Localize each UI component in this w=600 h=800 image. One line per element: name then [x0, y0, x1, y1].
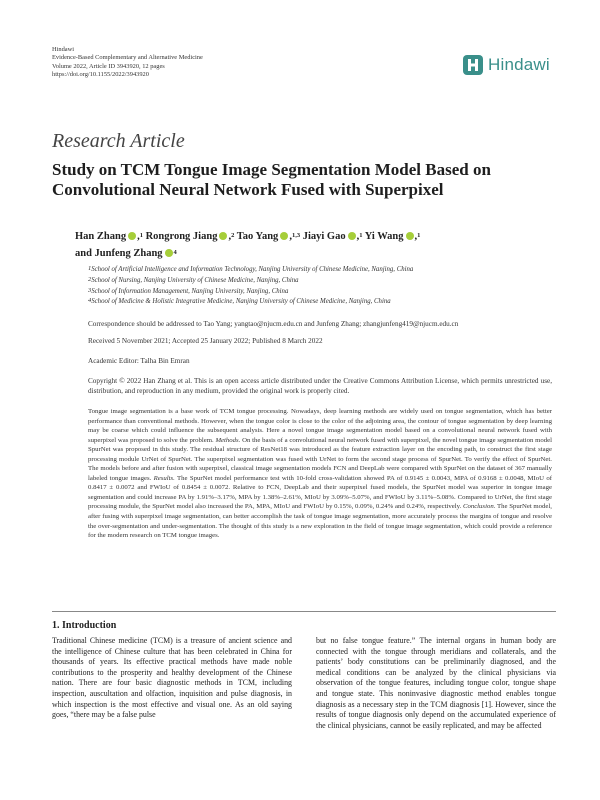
abstract-results-label: Results.: [153, 474, 175, 482]
logo-text: Hindawi: [488, 55, 550, 74]
author-list: [75, 228, 555, 262]
author[interactable]: Rongrong Jiang ,$^2$: [145, 231, 235, 242]
academic-editor: Academic Editor: Talha Bin Emran: [88, 357, 190, 365]
intro-left-column: Traditional Chinese medicine (TCM) is a treasure of ancient science and the intelligence of Chinese culture that has been celebrated in China for thousands of years. Its effective practical methods have made noble contributions to the prosperity and healthy development of the Chinese nation. There are four basic diagnostic methods in TCM, including inspection, auscultation and olfaction, inquisition and pulse diagnosis, in which inspection is the most effective and visual one. As an old saying goes, “there may be a false pulse: [52, 636, 292, 720]
affiliation: 4School of Medicine & Holistic Integrative Medicine, Nanjing University of Chinese Medicine, Nanjing, China: [88, 297, 391, 306]
orcid-icon[interactable]: [128, 232, 136, 240]
copyright-notice: Copyright © 2022 Han Zhang et al. This is an open access article distributed under the Creative Commons Attribution License, which permits unrestricted use, distribution, and reproduction in any medium, provided the original work is properly cited.: [88, 377, 552, 395]
author[interactable]: Yi Wang ,$^1$: [364, 231, 421, 242]
doi-link[interactable]: https://doi.org/10.1155/2022/3943920: [52, 71, 149, 79]
abstract-conclusion-label: Conclusion.: [462, 503, 496, 511]
volume-info: Volume 2022, Article ID 3943920, 12 pages: [52, 62, 165, 70]
abstract-methods-label: Methods.: [215, 436, 241, 444]
section-heading: 1. Introduction: [52, 620, 117, 631]
orcid-icon[interactable]: [280, 232, 288, 240]
article-type: Research Article: [52, 130, 185, 152]
orcid-icon[interactable]: [348, 232, 356, 240]
intro-right-column: but no false tongue feature.” The internal organs in human body are connected with the tongue through meridians and collaterals, and the patients’ body constitutions can be preliminarily diagnosed, and the medical conditions can be analyzed by the clinical physicians via observation of the tongue features, including tongue color, tongue shape and tongue state. This noninvasive diagnostic method enables tongue diagnosis as a necessary step in the TCM diagnosis [1]. However, since the results of tongue diagnosis only depend on the accumulated experience of the clinical physicians, cannot be easily replicated, and may be affected: [316, 636, 556, 730]
publication-dates: Received 5 November 2021; Accepted 25 January 2022; Published 8 March 2022: [88, 337, 323, 345]
correspondence: Correspondence should be addressed to Tao Yang; yangtao@njucm.edu.cn and Junfeng Zhang; zhangjunfeng419@njucm.edu.cn: [88, 320, 459, 328]
article-title: Study on TCM Tongue Image Segmentation Model Based on Convolutional Neural Network Fused with Superpixel: [52, 160, 491, 199]
journal-metadata: [52, 46, 203, 80]
journal-name: Evidence-Based Complementary and Alternative Medicine: [52, 54, 203, 62]
author[interactable]: Tao Yang ,$^{1,3}$: [236, 231, 301, 242]
orcid-icon[interactable]: [165, 249, 173, 257]
publisher-name: Hindawi: [52, 46, 75, 53]
section-divider: [52, 611, 556, 612]
affiliations: [88, 265, 558, 308]
orcid-icon[interactable]: [406, 232, 414, 240]
orcid-icon[interactable]: [219, 232, 227, 240]
abstract: Tongue image segmentation is a base work of TCM tongue processing. Nowadays, deep learning methods are widely used on tongue segmentation, which has better performance than conventional methods. However, when the tongue color is close to the color of the adjoining area, the contour of tongue segmentation by deep learning may be coarse which could influence the subsequent analysis. Here a novel tongue image segmentation model based on a convolutional neural network fused with superpixel was proposed to solve the problem. Methods. On the basis of a convolutional neural network fused with superpixel, the novel tongue image segmentation model SpurNet was proposed in this study. The residual structure of ResNet18 was introduced as the feature extraction layer on the encoding path, to construct the first stage processing module UrNet of SpurNet. The superpixel segmentation was fused with UrNet to form the second stage process of SpurNet. To verify the effect of SpurNet. The models before and after fusion with superpixel, classical image segmentation models FCN and DeepLab were compared with SpurNet on the dataset of 367 manually labeled tongue images. Results. The SpurNet model performance test with 10-fold cross-validation showed PA of 0.9145 ± 0.0043, MPA of 0.9168 ± 0.0048, MIoU of 0.8417 ± 0.0072 and FWIoU of 0.8454 ± 0.0072. Relative to FCN, DeepLab and their superpixel fused models, the SpurNet model was superior in tongue image segmentation and could increase PA by 1.91%–3.17%, MPA by 1.38%–2.61%, MIoU by 3.09%–5.07%, and FWIoU by 3.11%–5.08%. Compared to UrNet, the first stage processing module, the SpurNet model also increased the PA, MPA, MIoU and FWIoU by 0.15%, 0.09%, 0.24% and 0.24%, respectively. Conclusion. The SpurNet model, after fusing with superpixel image segmentation, can better accomplish the task of tongue image segmentation, more accurately process the margins of tongue and resolve the over-segmentation and under-segmentation. The thought of this study is a new exploration in the field of tongue image segmentation, which could provide a reference for the modern research on TCM tongue images.: [88, 408, 552, 540]
author[interactable]: and Junfeng Zhang $^4$: [75, 248, 177, 259]
hindawi-logo: [462, 52, 558, 78]
affiliation: 3School of Information Management, Nanjing University, Nanjing, China: [88, 286, 289, 295]
author[interactable]: Han Zhang ,$^1$: [75, 231, 143, 242]
author[interactable]: Jiayi Gao ,$^1$: [302, 231, 363, 242]
hindawi-logo-icon: [462, 54, 484, 76]
affiliation: 2School of Nursing, Nanjing University of Chinese Medicine, Nanjing, China: [88, 275, 299, 284]
affiliation: 1School of Artificial Intelligence and Information Technology, Nanjing University of Chinese Medicine, Nanjing, China: [88, 265, 414, 273]
